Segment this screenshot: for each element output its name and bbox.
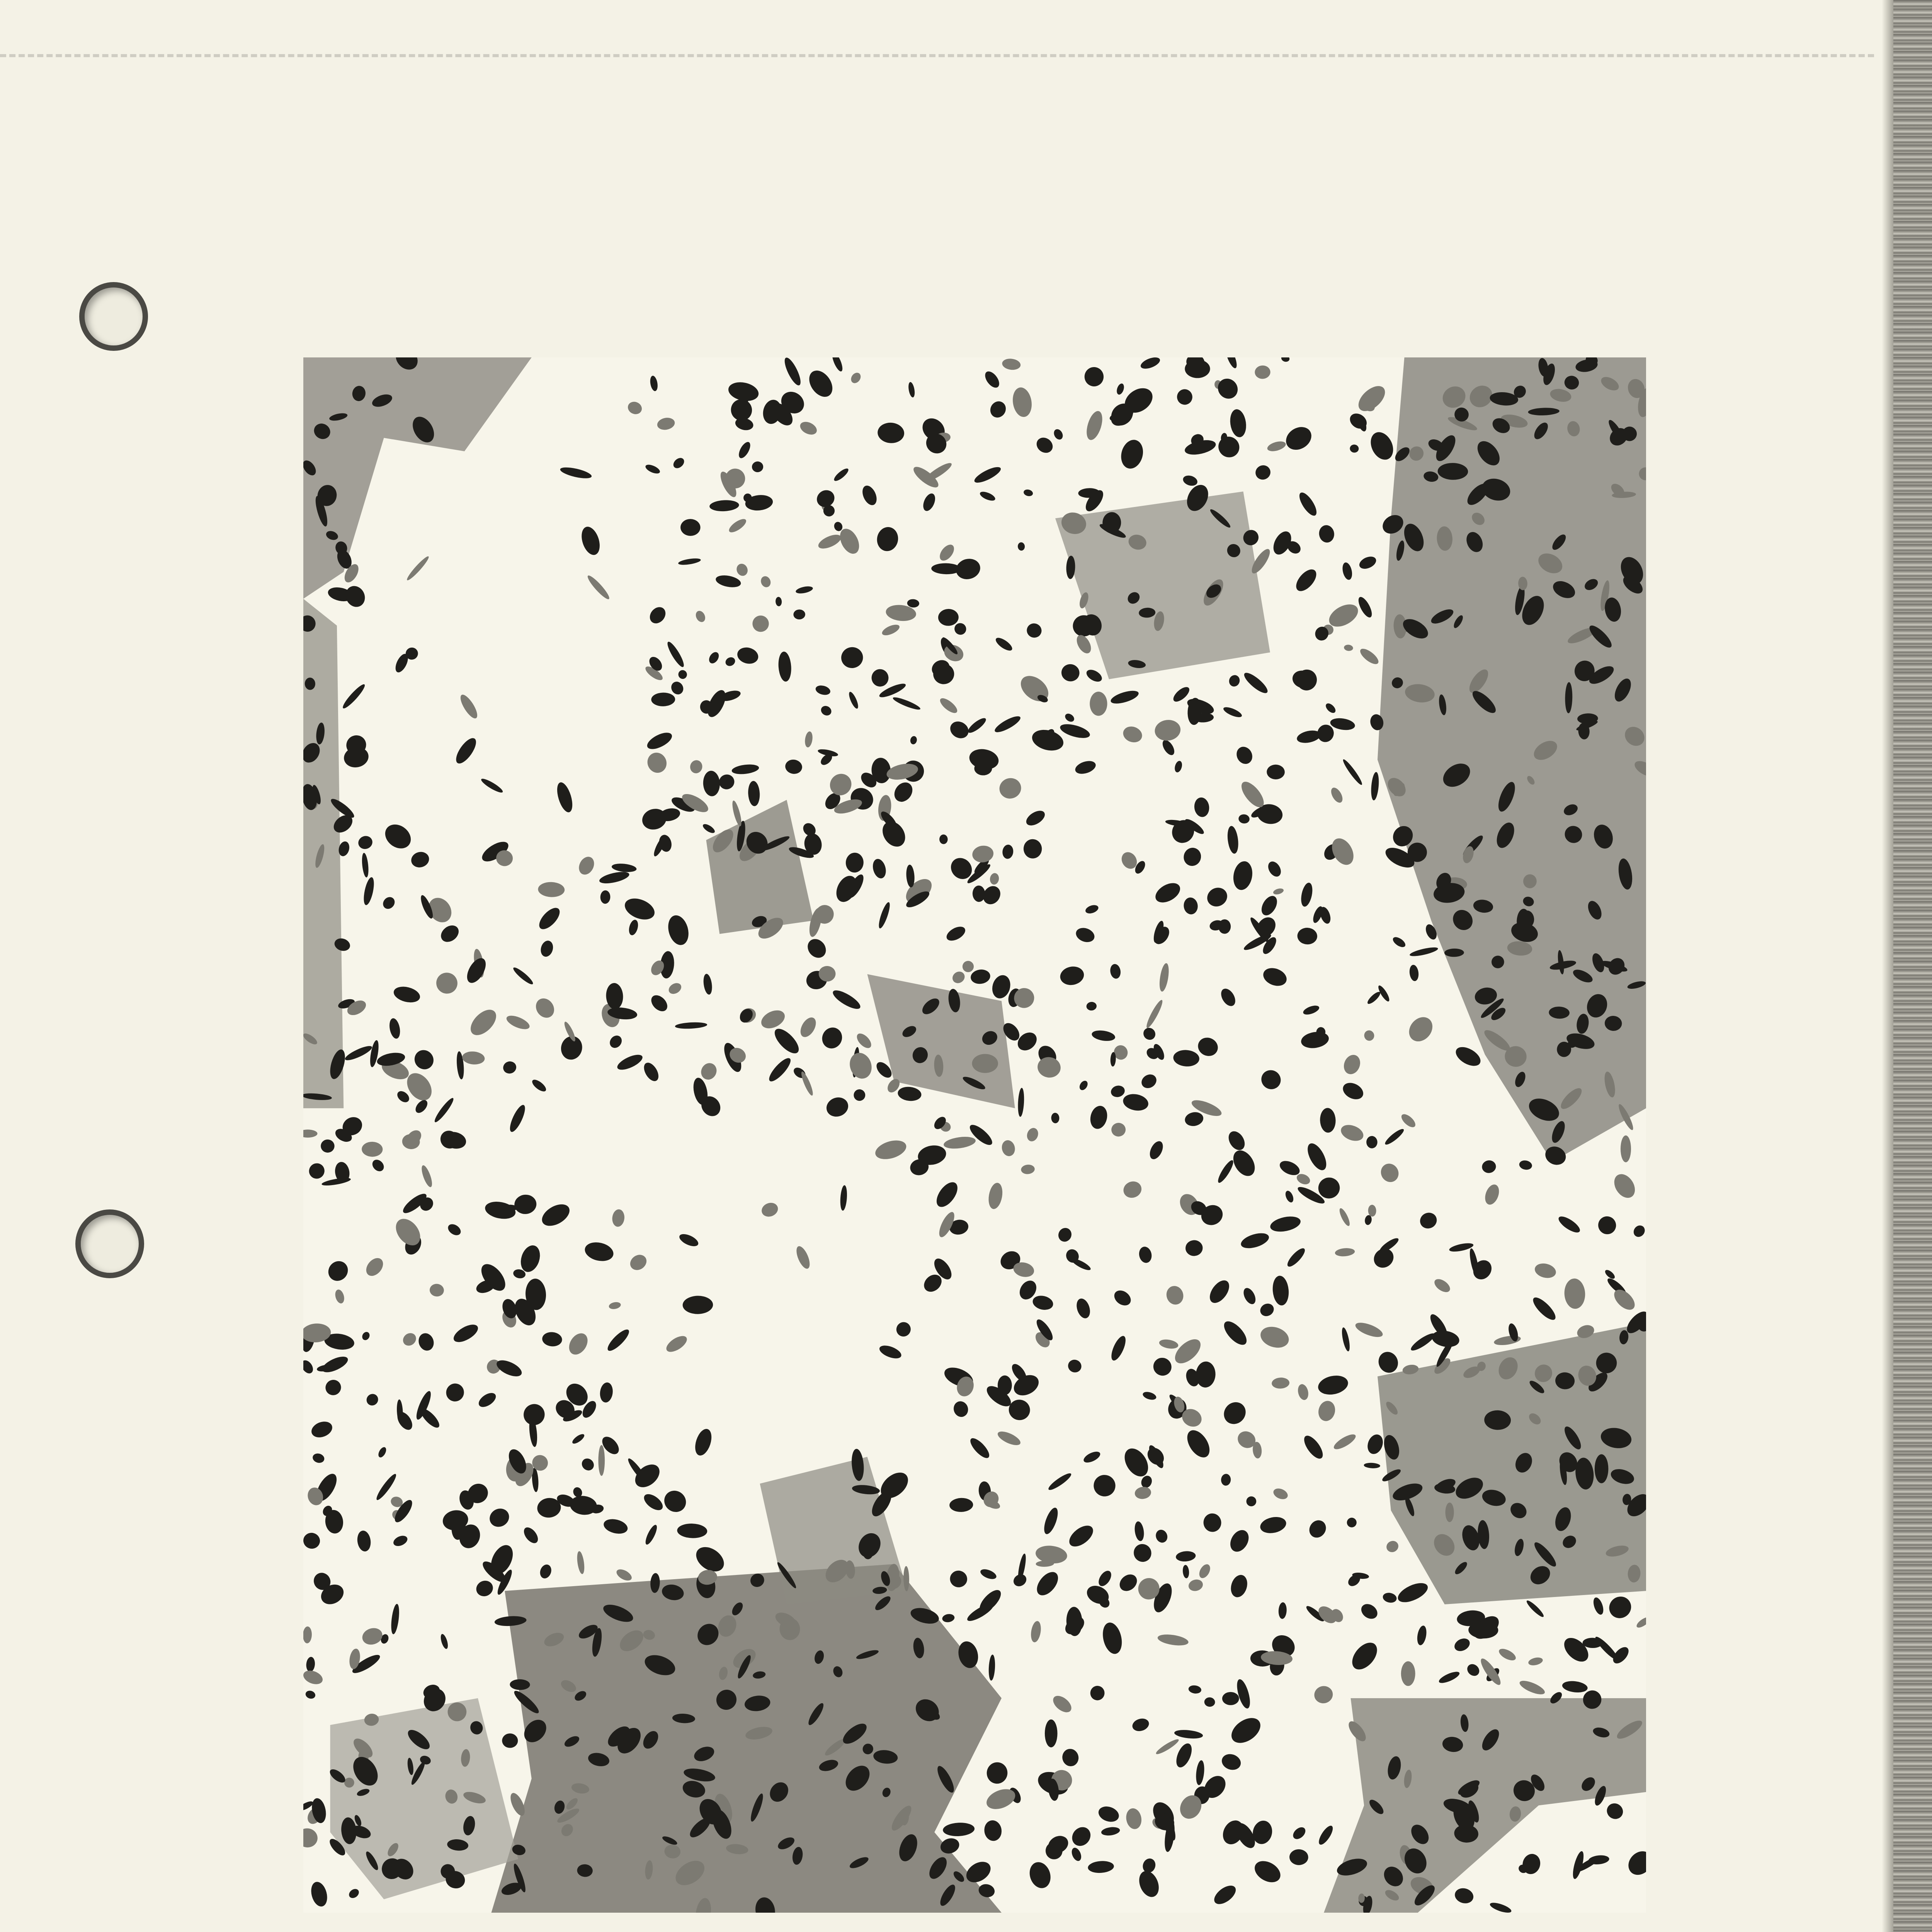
right-scan-strip xyxy=(1893,0,1932,1932)
marrow-cell-speck xyxy=(1401,1661,1415,1686)
punch-hole-icon xyxy=(79,282,148,351)
marrow-cell-speck xyxy=(972,1054,998,1073)
marrow-cell-speck xyxy=(1222,1692,1239,1705)
marrow-cell-speck xyxy=(1445,1503,1454,1522)
marrow-cell-speck xyxy=(598,1445,605,1476)
marrow-cell-speck xyxy=(1045,1719,1058,1747)
marrow-cell-speck xyxy=(1621,1136,1631,1162)
bone-marrow-micrograph xyxy=(303,357,1646,1913)
marrow-cell-speck xyxy=(1046,1842,1063,1859)
marrow-cell-speck xyxy=(1090,692,1107,716)
punch-hole-icon xyxy=(75,1209,144,1278)
marrow-cell-speck xyxy=(1595,1454,1608,1483)
top-dashed-rule xyxy=(0,54,1874,57)
